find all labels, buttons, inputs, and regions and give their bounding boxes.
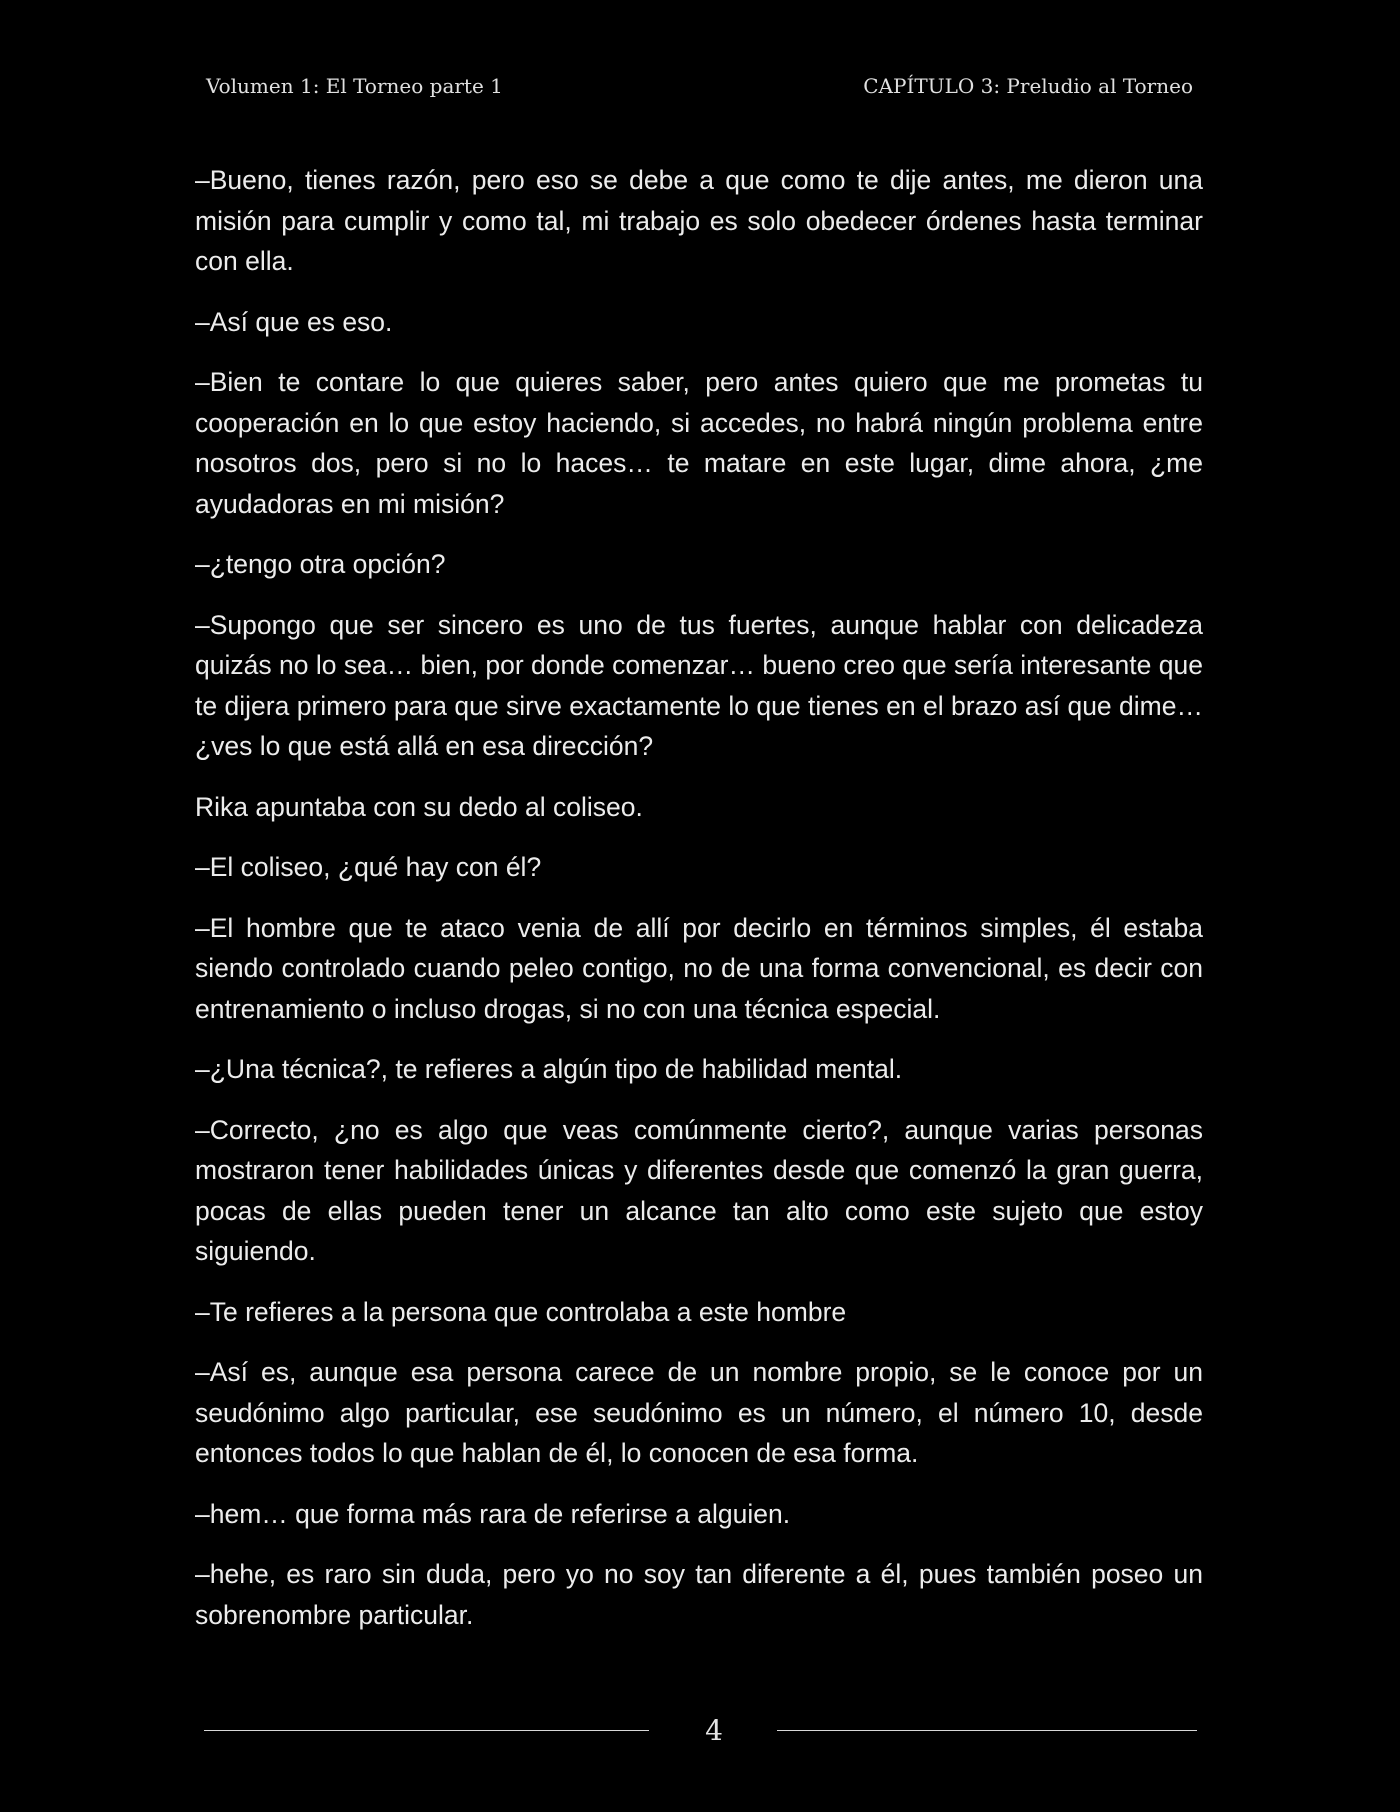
page-number: 4 bbox=[705, 1714, 723, 1747]
paragraph: –¿Una técnica?, te refieres a algún tipo de habilidad mental. bbox=[195, 1054, 903, 1084]
paragraph: –Bien te contare lo que quieres saber, pero antes quiero que me prometas tu cooperación en lo que estoy haciendo, si accedes, no habrá ningún problema entre nosotros dos, pero si no lo haces… te matare en este lugar, dime ahora, ¿me ayudadoras en mi misión? bbox=[195, 367, 1203, 519]
paragraph: –¿tengo otra opción? bbox=[195, 549, 446, 579]
paragraph: –Correcto, ¿no es algo que veas comúnmente cierto?, aunque varias personas mostraron tener habilidades únicas y diferentes desde que comenzó la gran guerra, pocas de ellas pueden tener un alcance tan alto como este sujeto que estoy siguiendo. bbox=[195, 1114, 1203, 1266]
footer-divider-right bbox=[777, 1730, 1197, 1731]
chapter-title: CAPÍTULO 3: Preludio al Torneo bbox=[863, 74, 1193, 98]
paragraph: –hehe, es raro sin duda, pero yo no soy tan diferente a él, pues también poseo un sobrenombre particular. bbox=[195, 1559, 1203, 1630]
paragraph: –Así que es eso. bbox=[195, 306, 393, 337]
page-body bbox=[195, 160, 1203, 1655]
page-footer bbox=[204, 1710, 1197, 1750]
paragraph: –Supongo que ser sincero es uno de tus fuertes, aunque hablar con delicadeza quizás no lo sea… bien, por donde comenzar… bueno creo que sería interesante que te dijera primero para que sirve exactamente lo que tienes en el brazo así que dime… ¿ves lo que está allá en esa dirección? bbox=[195, 609, 1203, 761]
paragraph: Rika apuntaba con su dedo al coliseo. bbox=[195, 791, 643, 822]
paragraph: –El hombre que te ataco venia de allí por decirlo en términos simples, él estaba siendo controlado cuando peleo contigo, no de una forma convencional, es decir con entrenamiento o incluso drogas, si no con una técnica especial. bbox=[195, 912, 1203, 1024]
volume-title: Volumen 1: El Torneo parte 1 bbox=[206, 74, 503, 98]
running-header bbox=[206, 76, 1193, 96]
paragraph: –Te refieres a la persona que controlaba a este hombre bbox=[195, 1296, 847, 1327]
paragraph: –hem… que forma más rara de referirse a alguien. bbox=[195, 1498, 791, 1529]
footer-divider-left bbox=[204, 1730, 649, 1731]
paragraph: –Bueno, tienes razón, pero eso se debe a que como te dije antes, me dieron una misión para cumplir y como tal, mi trabajo es solo obedecer órdenes hasta terminar con ella. bbox=[195, 165, 1203, 276]
paragraph: –El coliseo, ¿qué hay con él? bbox=[195, 852, 542, 882]
paragraph: –Así es, aunque esa persona carece de un nombre propio, se le conoce por un seudónimo algo particular, ese seudónimo es un número, el número 10, desde entonces todos lo que hablan de él, lo conocen de esa forma. bbox=[195, 1357, 1203, 1468]
